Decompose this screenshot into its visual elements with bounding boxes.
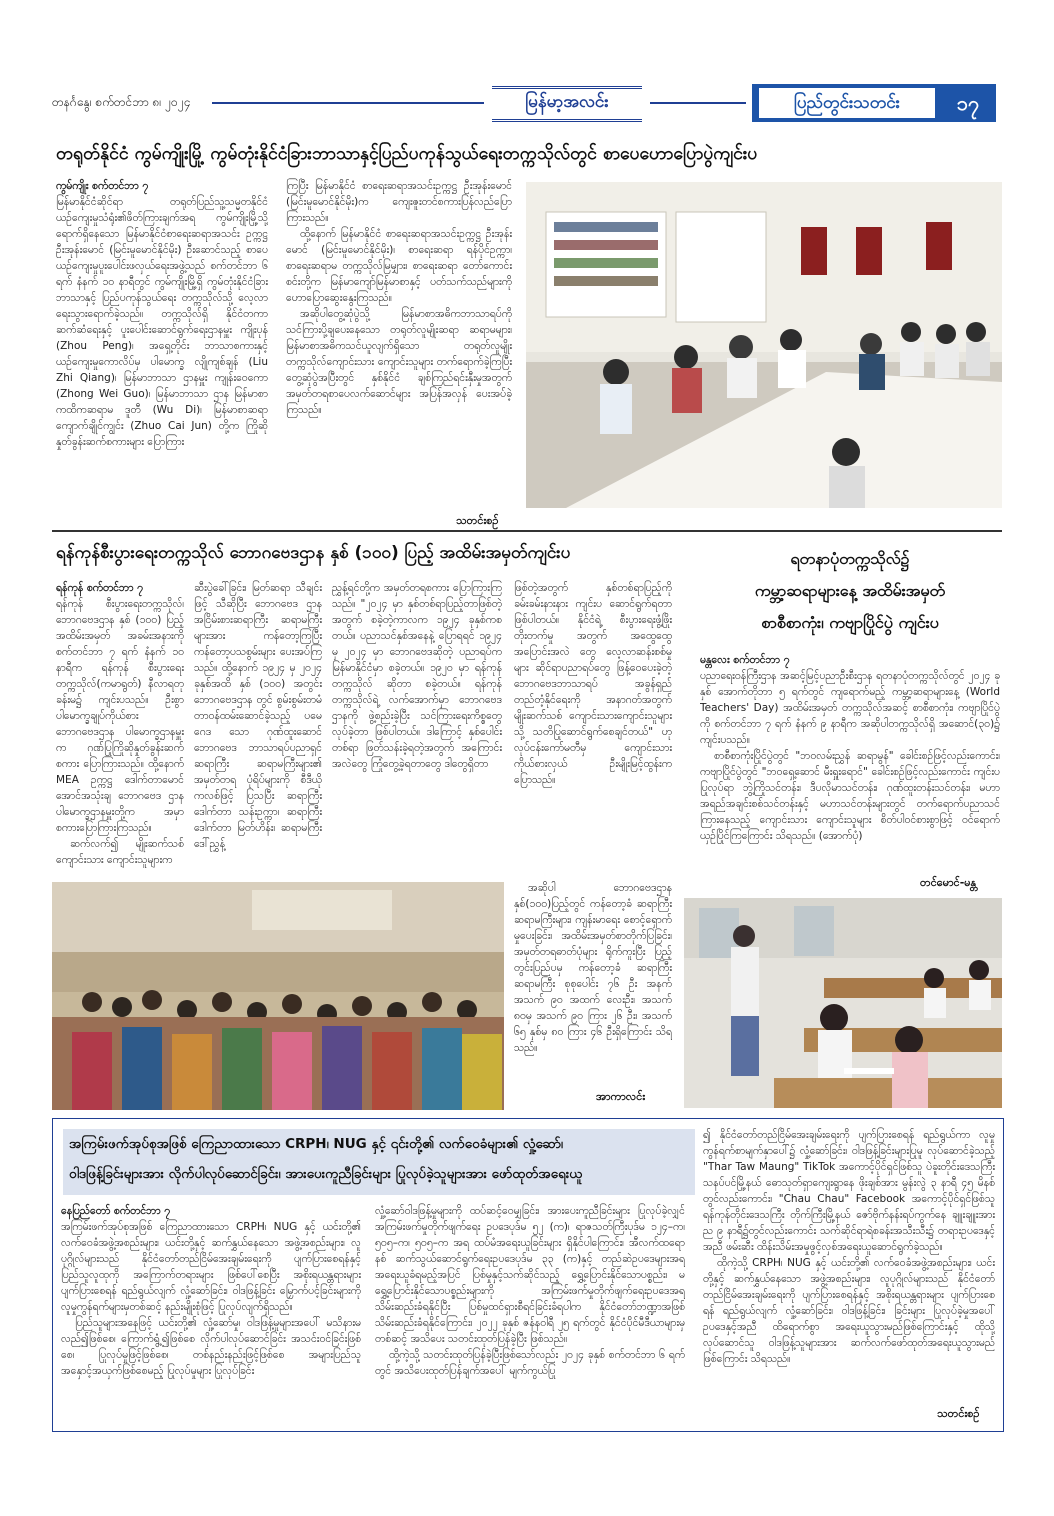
story4-body-3b: ထိုကဲ့သို့ CRPH၊ NUG နှင့် ယင်းတို့၏ လက်ဝေခံအဖွဲ့အစည်းများ၊ ယင်းတို့နှင့် ဆက်နွှယ်နေသော အဖွဲ့အစည်းများ၊ လူပုဂ္ဂိုလ်များသည် နိုင်ငံတော်တည်ငြိမ်အေးချမ်းရေးကို ပျက်ပြားစေရန်နှင့် အစိုးရယန္တရားများ ပျက်ပြားစေရန် ရည်ရွယ်လျက် လှုံ့ဆော်ခြင်း၊ ဝါဒဖြန့်ခြင်း၊ ခြင်းများ ပြုလုပ်ခဲ့မှုအပေါ် ဥပဒေနှင့်အညီ ထိရောက်စွာ အရေးယူသွားမည်ဖြစ်ကြောင်းနှင့် ထိုသို့လုပ်ဆောင်သူ ဝါဒဖြန့်သူများအား ဆက်လက်ဖော်ထုတ်အရေးယူသွားမည်ဖြစ်ကြောင်း သိရသည်။ (703, 1257, 995, 1365)
story1-body-2: ကြပြီး မြန်မာနိုင်ငံ စာရေးဆရာအသင်းဥက္ကဋ္ဌ ဦးအုန်းမောင် (မြင်းမူမောင်နိုင်မိုး)က ကျေးဇူးတင်စကားပြန်လည်ပြောကြားသည်။ (286, 180, 512, 224)
story4-dateline: နေပြည်တော် စက်တင်ဘာ ၇ (61, 1205, 171, 1217)
story4-headline-band (63, 1129, 695, 1195)
story3-body-2: စာစီစာကုံးပြိုင်ပွဲတွင် "ဘဝလမ်းညွှန် ဆရာမွန်" ခေါင်းစဉ်ဖြင့်လည်းကောင်း၊ ကဗျာပြိုင်ပွဲတွင် "ဘဝရှေ့ဆောင် မီးရှူးရောင်" ခေါင်းစဉ်ဖြင့်လည်းကောင်း ကျင်းပပြုလုပ်ရာ ဘွဲ့ကြိုသင်တန်း၊ ဒီပလိုမာသင်တန်း၊ ဂုဏ်ထူးတန်းသင်တန်း၊ မဟာအရည်အချင်းစစ်သင်တန်းနှင့် မဟာသင်တန်းများတွင် တက်ရောက်ပညာသင်ကြားနေသည့် ကျောင်းသား ကျောင်းသူများ စိတ်ပါဝင်စားစွာဖြင့် ဝင်ရောက်ယှဉ်ပြိုင်ကြကြောင်း သိရသည်။ (အောက်ပုံ) (700, 750, 1000, 842)
newspaper-logo: မြန်မာ့အလင်း (492, 86, 642, 122)
issue-date: တနင်္ဂနွေ၊ စက်တင်ဘာ ၈၊ ၂၀၂၄ (52, 95, 191, 109)
story1-column-1 (56, 178, 268, 508)
story1-headline: တရုတ်နိုင်ငံ ကွမ်ကျိုးမြို့ ကွမ်တုံးနိုင်ငံခြားဘာသာနှင့်ပြည်ပကုန်သွယ်ရေးတက္ကသိုလ်တွင် စာပေဟောပြောပွဲကျင်းပ (56, 144, 758, 164)
story4-box (52, 1118, 1004, 1432)
story1-body-3: ထို့နောက် မြန်မာနိုင်ငံ စာရေးဆရာအသင်းဥက္ကဋ္ဌ ဦးအုန်းမောင် (မြင်းမူမောင်နိုင်မိုး)၊ စာရေးဆရာ ရန်ပိုင်ဥက္ကာ၊ စာရေးဆရာမ တက္ကသိုလ်မြမျှား၊ စာရေးဆရာ တော်ကောင်းစင်းတို့က မြန်မာကျော်မြန်မာစာနှင့် ပတ်သက်သည်များကို ဟောပြောဆွေးနွေးကြသည်။ (286, 228, 512, 304)
story1-body-4: အဆိုပါတွေ့ဆုံပွဲသို့ မြန်မာစာအဓိကဘာသာရပ်ကို သင်ကြားပို့ချပေးနေသော တရုတ်လူမျိုးဆရာ ဆရာမများ၊ မြန်မာစာအဓိကသင်ယူလျက်ရှိသော တရုတ်လူမျိုး တက္ကသိုလ်ကျောင်းသား ကျောင်းသူများ တက်ရောက်ခဲ့ကြပြီး တွေ့ဆုံပွဲအပြီးတွင် နှစ်နိုင်ငံ ချစ်ကြည်ရင်းနှီးမှုအတွက် အမှတ်တရစာပေလက်ဆောင်များ အပြန်အလှန် ပေးအပ်ခဲ့ကြသည်။ (286, 308, 512, 416)
story2-column-3 (332, 580, 502, 880)
section-banner (752, 84, 996, 122)
story4-body-2: လှုံ့ဆော်ဝါဒဖြန့်မှုများကို ထပ်ဆင့်ဝေမျှခြင်း၊ အားပေးကူညီခြင်းများ ပြုလုပ်ခဲ့လျှင် အကြမ်းဖက်မှုတိုက်ဖျက်ရေး ဥပဒေပုဒ်မ ၅၂ (က)၊ ရာဇသတ်ကြီးပုဒ်မ ၁၂၄–က၊ ၅၀၅–က၊ ၅၀၅–က အရ ထပ်မံအရေးယူခြင်းများ ရှိနိုင်ပါကြောင်း၊ အီလက်ထရောနစ် ဆက်သွယ်ဆောင်ရွက်ရေးဥပဒေပုဒ်မ ၃၃ (က)နှင့် တည်ဆဲဥပဒေများအရ အရေးယူခံရမည့်အပြင် ပြစ်မှုနှင့်သက်ဆိုင်သည့် ရွှေ့ပြောင်းနိုင်သောပစ္စည်း၊ မရွှေ့ပြောင်းနိုင်သောပစ္စည်းများကို အကြမ်းဖက်မှုတိုက်ဖျက်ရေးဥပဒေအရ သိမ်းဆည်းခံရနိုင်ပြီး ပြစ်မှုထင်ရှားစီရင်ခြင်းခံရပါက နိုင်ငံတော်ဘဏ္ဍာအဖြစ် သိမ်းဆည်းခံရနိုင်ကြောင်း၊ ၂၀၂၂ ခုနှစ် ဇန်နဝါရီ ၂၅ ရက်တွင် နိုင်ငံပိုင်မီဒီယာများမှတစ်ဆင့် အသိပေး သတင်းထုတ်ပြန်ခဲ့ပြီး ဖြစ်သည်။ (375, 1205, 685, 1345)
story3-headline-3: စာစီစာကုံး၊ ကဗျာပြိုင်ပွဲ ကျင်းပ (761, 613, 939, 632)
story4-column-2 (375, 1203, 685, 1423)
story2-column-5 (514, 880, 672, 1076)
story1-column-2 (286, 178, 512, 508)
masthead-rule-right (650, 102, 746, 104)
story3-credit: တင်မောင်-မန္တ (920, 876, 977, 889)
story2-body-2: ဆီးပွဲခေါ်ခြင်း၊ မြတ်ဆရာ သီချင်းဖြင့် သီဆိုပြီး ဘောဂဗေဒ ဌာန အငြိမ်းစားဆရာကြီး ဆရာမကြီးများအား ကန်တော့ကြပြီး ကန်တော့ပသစွမ်းများ ပေးအပ်ကြသည်။ ထို့နောက် ၁၉၂၄ မှ ၂၀၂၄ ခုနှစ်အထိ နှစ် (၁၀၀) အတွင်း ဘောဂဗေဒဌာန တွင် စွမ်းစွမ်းတမံ တာဝန်ထမ်းဆောင်ခဲ့သည့် ပမေဂေဒ သော ဂုဏ်ထူးဆောင်ဘောဂဗေဒ ဘာသာရပ်ပညာရှင် ဆရာကြီး ဆရာမကြီးများ၏ အမှတ်တရ ပုံရိပ်များကို စီဒီယိုကလစ်ဖြင့် ပြသပြီး ဆရာကြီး ဒေါက်တာ သန်းဥက္ကာ၊ ဆရာကြီး ဒေါက်တာ မြတ်ဟိန်း၊ ဆရာမကြီး ဒေါ်ညွှန့် (194, 582, 322, 850)
story4-headline-2: ဝါဒဖြန့်ခြင်းများအား လိုက်ပါလုပ်ဆောင်ခြင်း၊ အားပေးကူညီခြင်းများ ပြုလုပ်ခဲ့သူများအား ဖော်ထုတ်အရေးယူ (69, 1166, 583, 1182)
story2-credit: အာကာလင်း (596, 1090, 646, 1103)
story4-body-1: အကြမ်းဖက်အုပ်စုအဖြစ် ကြေညာထားသော CRPH၊ NUG နှင့် ယင်းတို့၏ လက်ဝေခံအဖွဲ့အစည်းများ၊ ယင်းတို့နှင့် ဆက်နွှယ်နေသော အဖွဲ့အစည်းများ၊ လူပုဂ္ဂိုလ်များသည် နိုင်ငံတော်တည်ငြိမ်အေးချမ်းရေးကို ပျက်ပြားစေရန်နှင့် ပြည်သူလူထုကို အကြောက်တရားများ ဖြစ်ပေါ်စေပြီး အစိုးရယန္တရားများ ပျက်ပြားစေရန် ရည်ရွယ်လျက် လှုံ့ဆော်ခြင်း၊ ဝါဒဖြန့်ခြင်း မြှောက်ပင့်ခြင်းများကို လူမှုကွန်ရက်များမှတစ်ဆင့် နည်းမျိုးစုံဖြင့် ပြုလုပ်လျက်ရှိသည်။ (61, 1221, 361, 1313)
story2-column-1 (56, 580, 184, 880)
story3-column (700, 652, 1000, 864)
ceremony-photo (52, 882, 504, 1110)
story3-headline-1: ရတနာပုံတက္ကသိုလ်၌ (790, 549, 910, 568)
story1-body-1: မြန်မာနိုင်ငံဆိုင်ရာ တရုတ်ပြည်သူ့သမ္မတနိုင်ငံ ယဉ်ကျေးမှုသံရုံး၏ဖိတ်ကြားချက်အရ ကွမ်ကျိုးမြို့သို့ ရောက်ရှိနေသော မြန်မာနိုင်ငံစာရေးဆရာအသင်း ဥက္ကဋ္ဌ ဦးအုန်းမောင် (မြင်းမူမောင်နိုင်မိုး) ဦးဆောင်သည့် စာပေယဉ်ကျေးမှုပူးပေါင်းဖလှယ်ရေးအဖွဲ့သည် စက်တင်ဘာ ၆ ရက် နံနက် ၁၀ နာရီတွင် ကွမ်ကျိုးမြို့ရှိ ကွမ်တုံးနိုင်ငံခြားဘာသာနှင့် ပြည်ပကုန်သွယ်ရေး တက္ကသိုလ်သို့ လေ့လာရေးသွားရောက်ခဲ့သည်။ တက္ကသိုလ်ရှိ နိုင်ငံတကာဆက်ဆံရေးနှင့် ပူးပေါင်းဆောင်ရွက်ရေးဌာနမှူး ကျိုးပုန် (Zhou Peng)၊ အရှေ့တိုင်း ဘာသာစကားနှင့် ယဉ်ကျေးမှုကောလိပ်မှ ပါမောက္ခ လျိုကျစ်ချန် (Liu Zhi Qiang)၊ မြန်မာဘာသာ ဌာနမှူး ကျုန်းဝေကော (Zhong Wei Guo)၊ မြန်မာဘာသာ ဌာန မြန်မာစာကထိကဆရာမ ဒူတီ (Wu Di)၊ မြန်မာစာဆရာ ကျောက်ချိုင်ကျွင်း (Zhuo Cai Jun) တို့က ကြိုဆိုနှုတ်ခွန်းဆက်စကားများ ပြောကြား (56, 196, 268, 448)
story2-column-4 (514, 580, 672, 880)
story4-column-3 (703, 1127, 995, 1403)
exam-hall-photo (684, 898, 1002, 1108)
story4-credit: သတင်းစဉ် (937, 1407, 980, 1420)
story2-headline: ရန်ကုန်စီးပွားရေးတက္ကသိုလ် ဘောဂဗေဒဌာန နှစ် (၁၀၀) ပြည့် အထိမ်းအမှတ်ကျင်းပ (56, 543, 571, 563)
story1-credit: သတင်းစဉ် (456, 514, 499, 527)
story2-body-4: ဖြစ်တဲ့အတွက် နှစ်တစ်ရာပြည့်ကို ခမ်းခမ်းနားနား ကျင်းပ ဆောင်ရွက်ရတာ ဖြစ်ပါတယ်။ နိုင်ငံရဲ့ စီးပွားရေးဖွံ့ဖြိုးတိုးတက်မှု အတွက် အထွေထွေအပြောင်းအလဲ တွေ လေ့လာဆန်းစစ်မှုများ ဆိုင်ရာပညာရပ်တွေ ဖြန့်ဝေပေးခဲ့တဲ့ ဘောဂဗေဒဘာသာရပ် အခွန်ရှည် တည်တံ့နိုင်ရေးကို အနာဂတ်အတွက် မျိုးဆက်သစ် ကျောင်းသားကျောင်းသူများသို့ သတိပြုဆောင်ရွက်စေချင်တယ်" ဟု လုပ်ငန်းကော်မတီမှ ကျောင်းသား ကိုယ်စားလှယ် ဦးမျိုးမြင့်ထွန်းက ပြောသည်။ (514, 582, 672, 786)
story4-body-3: ၍ နိုင်ငံတော်တည်ငြိမ်အေးချမ်းရေးကို ပျက်ပြားစေရန် ရည်ရွယ်ကာ လူမှုကွန်ရက်စာမျက်နှာပေါ်၌ လှုံ့ဆော်ခြင်း၊ ဝါဒဖြန့်ခြင်းများပြုမူ လုပ်ဆောင်ခဲ့သည့် "Thar Taw Maung" TikTok အကောင့်ပိုင်ရှင်ဖြစ်သူ ပဲခူးတိုင်းဒေသကြီး သနပ်ပင်မြို့နယ် ဓောသုတ်ရှာကျေးရွာနေ ဖိုးချစ်အား မွန်းလွဲ ၃ နာရီ ၄၅ မိနစ်တွင်လည်းကောင်း၊ "Chau Chau" Facebook အကောင့်ပိုင်ရှင်ဖြစ်သူ ရန်ကုန်တိုင်းဒေသကြီး တိုက်ကြီးမြို့နယ် ဇော်ဗိုက်နန်းရပ်ကွက်နေ ချူးချူးအား ည ၉ နာရီ၌တွင်လည်းကောင်း သက်ဆိုင်ရာရဲစခန်းအသီးသီး၌ တရားဥပဒေနှင့်အညီ ဖမ်းဆီး ထိန်းသိမ်းအမှုဖွင့်လှစ်အရေးယူဆောင်ရွက်ခဲ့သည်။ (703, 1129, 995, 1253)
story4-headline-1: အကြမ်းဖက်အုပ်စုအဖြစ် ကြေညာထားသော CRPH၊ NUG နှင့် ၎င်းတို့၏ လက်ဝေခံများ၏ လှုံ့ဆော်၊ (69, 1136, 564, 1152)
story4-body-1b: ပြည်သူများအနေဖြင့် ယင်းတို့၏ လှုံ့ဆော်မှု၊ ဝါဒဖြန့်မှုများအပေါ် မသိနားမလည်၍ဖြစ်စေ၊ ကြောက်ရွံ့၍ဖြစ်စေ လိုက်ပါလုပ်ဆောင်ခြင်း အသင်းဝင်ခြင်းဖြစ်စေ၊ ပြုလုပ်မှုဖြင့်ဖြစ်စေ၊ တစ်နည်းနည်းဖြင့်ဖြစ်စေ အများပြည်သူ အနှောင့်အယှက်ဖြစ်စေမည့် ပြုလုပ်မှုများ ပြုလုပ်ခြင်း (61, 1317, 361, 1377)
page-number: ၁၇ (956, 91, 980, 115)
story2-body-3: ညွှန့်ရင်တို့က အမှတ်တရစကား ပြောကြားကြသည်။ "၂၀၂၄ မှာ နှစ်တစ်ရာပြည့်တာဖြစ်တဲ့အတွက် စခဲ့တဲ့ကာလက ၁၉၂၄ ခုနှစ်ကစတယ်။ ပညာသင်နှစ်အနေနဲ့ ပြောရရင် ၁၉၂၄ မှ ၂၀၂၄ မှာ ဘောဂဗေဒဆိုတဲ့ ပညာရပ်က မြန်မာနိုင်ငံမှာ စခဲ့တယ်။ ၁၉၂၀ မှာ ရန်ကုန်တက္ကသိုလ် ဆိုတာ စခဲ့တယ်။ ရန်ကုန်တက္ကသိုလ်ရဲ့ လက်အောက်မှာ ဘောဂဗေဒဌာနကို ဖွဲ့စည်းခဲ့ပြီး သင်ကြားရေးကိစ္စတွေ လုပ်ခဲ့တာ ဖြစ်ပါတယ်။ ဒါကြောင့် နှစ်ပေါင်းတစ်ရာ ဖြတ်သန်းခဲ့ရတဲ့အတွက် အကြောင်းအလဲတွေ ကြုံတွေ့ခဲ့ရတာတွေ ဒါတွေရှိတာ (332, 582, 502, 770)
story4-body-2b: ထို့ကဲ့သို့ သတင်းထုတ်ပြန်ခဲ့ပြီးဖြစ်သော်လည်း ၂၀၂၄ ခုနှစ် စက်တင်ဘာ ၆ ရက်တွင် အသိပေးထုတ်ပြန်ချက်အပေါ် မျက်ကွယ်ပြု (375, 1349, 685, 1377)
story2-body-1: ရန်ကုန် စီးပွားရေးတက္ကသိုလ်၊ ဘောဂဗေဒဌာန နှစ် (၁၀၀) ပြည့် အထိမ်းအမှတ် အခမ်းအနားကို စက်တင်ဘာ ၇ ရက် နံနက် ၁၀ နာရီက ရန်ကုန် စီးပွားရေးတက္ကသိုလ်(ကမာရွတ်) နီလာရတုခန်းမ၌ ကျင်းပသည်။ ဦးစွာ ပါမောက္ခချုပ်ကိုယ်စား ဘောဂဗေဒဌာန ပါမောက္ခဌာနမှူးက ဂုဏ်ပြုကြိုဆိုနှုတ်ခွန်းဆက်စကား ပြောကြားသည်။ ထို့နောက် MEA ဥက္ကဋ္ဌ ဒေါက်တာမောင်အောင်အသုံးချ ဘောဂဗေဒ ဌာနပါမောက္ခဌာနမှူးတို့က အမှာစကားပြောကြားကြသည်။ (56, 598, 184, 834)
story4-column-1 (61, 1203, 361, 1423)
masthead-rule-left (212, 102, 484, 104)
story2-body-5: အဆိုပါ ဘောဂဗေဒဌာန နှစ်(၁၀၀)ပြည့်တွင် ကန်တော့ခံ ဆရာကြီး ဆရာမကြီးများ၊ ကျန်းမာရေး စောင့်ရှောက်မှုပေးခြင်း၊ အထိမ်းအမှတ်စာတိုက်ပြခြင်း၊ အမှတ်တရဓာတ်ပုံများ ရိုက်ကူးပြီး ပြည့်တွင်းပြည်ပမှ ကန်တော့ခံ ဆရာကြီး ဆရာမကြီး စုစုပေါင်း ၇၆ ဦး အနက် အသက် ၉၀ အထက် လေးဦး၊ အသက် ၈၀မှ အသက် ၉၀ ကြား ၂၆ ဦး၊ အသက် ၆၅ နှစ်မှ ၈၀ ကြား ၄၆ ဦးရှိကြောင်း သိရသည်။ (514, 882, 672, 1054)
story2-dateline: ရန်ကုန် စက်တင်ဘာ ၇ (56, 582, 144, 594)
story2-column-2 (194, 580, 322, 880)
story1-dateline: ကွမ်ကျိုး စက်တင်ဘာ ၇ (56, 180, 149, 192)
masthead (52, 84, 1002, 124)
story3-headline-2: ကမ္ဘာ့ဆရာများနေ့ အထိမ်းအမှတ် (754, 581, 946, 600)
story3-body-1: ပညာရေးဝန်ကြီးဌာန အဆင့်မြင့်ပညာဦးစီးဌာန ရတနာပုံတက္ကသိုလ်တွင် ၂၀၂၄ ခုနှစ် အောက်တိုဘာ ၅ ရက်တွင် ကျရောက်မည့် ကမ္ဘာ့ဆရာများနေ့ (World Teachers' Day) အထိမ်းအမှတ် တက္ကသိုလ်အဆင့် စာစီစာကုံး၊ ကဗျာပြိုင်ပွဲကို စက်တင်ဘာ ၇ ရက် နံနက် ၉ နာရီက အဆိုပါတက္ကသိုလ်ရှိ အဆောင်(၃၀)၌ ကျင်းပသည်။ (700, 670, 1000, 746)
section-label: ပြည်တွင်းသတင်း (758, 87, 936, 119)
story3-dateline: မန္တလေး စက်တင်ဘာ ၇ (700, 654, 790, 666)
story2-body-1b: ဆက်လက်၍ မျိုးဆက်သစ် ကျောင်းသား ကျောင်းသူများက (56, 838, 184, 866)
divider-1 (52, 530, 1002, 532)
meeting-photo (526, 182, 1002, 508)
